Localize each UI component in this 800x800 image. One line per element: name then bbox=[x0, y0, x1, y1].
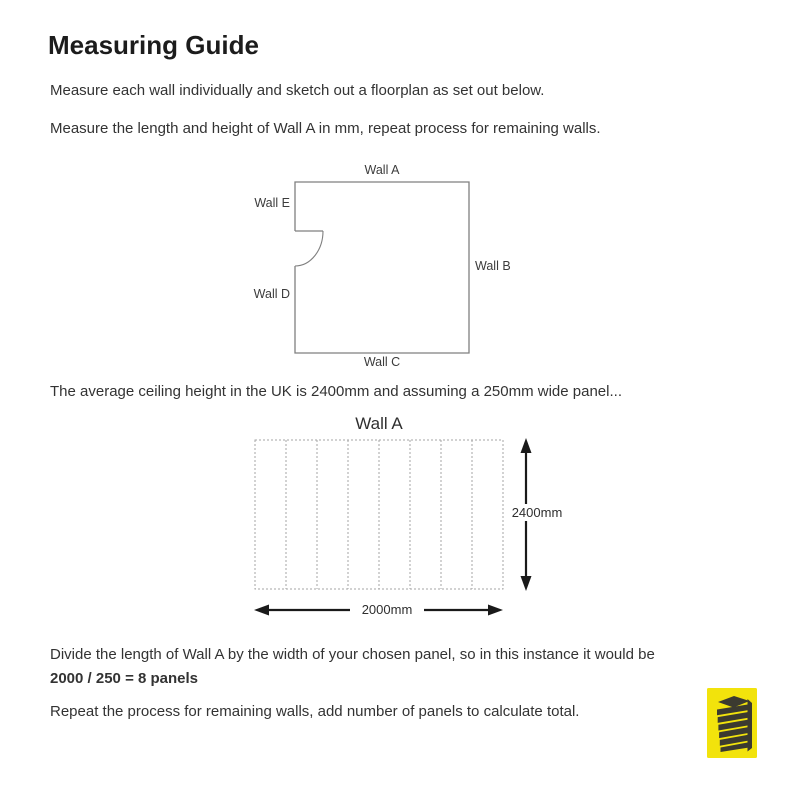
height-arrow-head-top bbox=[521, 438, 532, 453]
panel-diagram bbox=[250, 430, 570, 625]
paragraph-intro: Measure each wall individually and sketch out a floorplan as set out below. bbox=[50, 82, 545, 99]
page-title: Measuring Guide bbox=[48, 30, 259, 60]
door-swing-arc bbox=[295, 231, 323, 266]
floorplan-label-wall-c: Wall C bbox=[363, 355, 401, 369]
height-arrow-head-bottom bbox=[521, 576, 532, 591]
height-dimension-label: 2400mm bbox=[504, 504, 570, 521]
floorplan-label-wall-b: Wall B bbox=[475, 259, 511, 273]
floorplan-walls bbox=[295, 182, 469, 353]
floorplan-label-wall-a: Wall A bbox=[364, 163, 400, 177]
width-arrow-head-left bbox=[254, 605, 269, 616]
panel-diagram-title: Wall A bbox=[355, 414, 403, 433]
paragraph-ceiling: The average ceiling height in the UK is 2400mm and assuming a 250mm wide panel... bbox=[50, 383, 622, 400]
formula-text: 2000 / 250 = 8 panels bbox=[50, 670, 199, 687]
width-arrow-head-right bbox=[488, 605, 503, 616]
width-dimension-label: 2000mm bbox=[350, 601, 424, 618]
paragraph-repeat: Repeat the process for remaining walls, add number of panels to calculate total. bbox=[50, 703, 580, 720]
stacked-panels-logo bbox=[707, 688, 757, 758]
paragraph-divide: Divide the length of Wall A by the width of your chosen panel, so in this instance it would be bbox=[50, 646, 655, 663]
floorplan-label-wall-e: Wall E bbox=[254, 196, 290, 210]
panel-divider-lines bbox=[286, 440, 472, 589]
panel-wall-outline bbox=[255, 440, 503, 589]
floorplan-label-wall-d: Wall D bbox=[253, 287, 290, 301]
paragraph-measure: Measure the length and height of Wall A in mm, repeat process for remaining walls. bbox=[50, 120, 601, 137]
